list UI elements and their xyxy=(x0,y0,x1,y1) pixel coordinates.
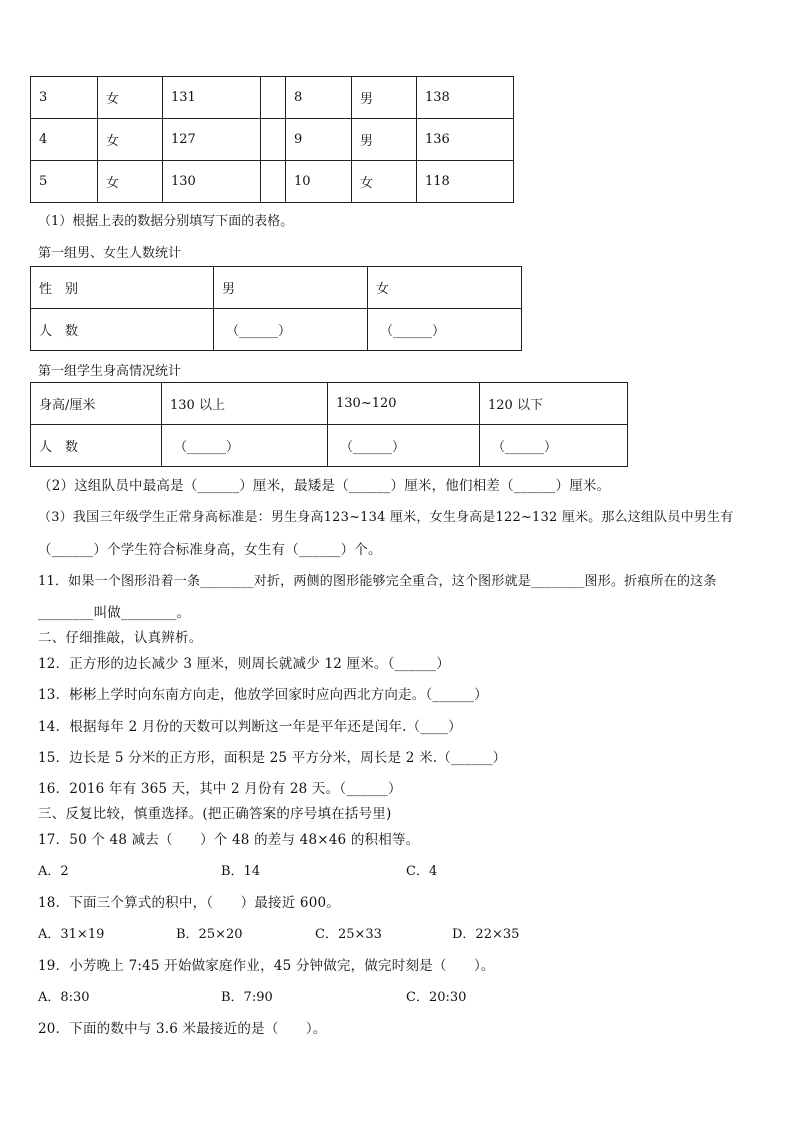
table-cell: 人 数 xyxy=(31,309,214,351)
table-cell: 10 xyxy=(286,161,352,203)
question-14: 14．根据每年 2 月份的天数可以判断这一年是平年还是闰年.（____） xyxy=(38,719,462,735)
table-cell: 女 xyxy=(98,161,163,203)
option-a[interactable]: A．31×19 xyxy=(38,927,105,942)
question-11-line2: ________叫做________。 xyxy=(38,605,191,621)
question-15: 15．边长是 5 分米的正方形，面积是 25 平方分米，周长是 2 米.（______） xyxy=(38,750,507,766)
table-cell: 4 xyxy=(31,119,98,161)
question-13: 13．彬彬上学时向东南方向走，他放学回家时应向西北方向走。（______） xyxy=(38,687,488,703)
question-12: 12．正方形的边长减少 3 厘米，则周长就减少 12 厘米。（______） xyxy=(38,656,450,672)
question-3-line2: （______）个学生符合标准身高，女生有（______）个。 xyxy=(38,542,382,558)
student-data-table xyxy=(30,76,514,203)
table-cell: 女 xyxy=(98,77,163,119)
answer-blank[interactable]: （______） xyxy=(368,309,522,351)
section-3-heading: 三、反复比较，慎重选择。(把正确答案的序号填在括号里) xyxy=(38,806,392,822)
answer-blank[interactable]: （______） xyxy=(214,309,368,351)
table-cell: 身高/厘米 xyxy=(31,383,162,425)
table-cell: 131 xyxy=(163,77,261,119)
table-gap xyxy=(261,77,286,119)
height-table-title: 第一组学生身高情况统计 xyxy=(38,364,182,379)
answer-blank[interactable]: （______） xyxy=(480,425,628,467)
table-cell: 136 xyxy=(417,119,514,161)
table-cell: 138 xyxy=(417,77,514,119)
table-cell: 130 xyxy=(163,161,261,203)
table-cell: 5 xyxy=(31,161,98,203)
table-gap xyxy=(261,119,286,161)
table-cell: 女 xyxy=(352,161,417,203)
section-2-heading: 二、仔细推敲，认真辨析。 xyxy=(38,630,203,646)
question-16: 16．2016 年有 365 天，其中 2 月份有 28 天。（______） xyxy=(38,781,402,797)
answer-blank[interactable]: （______） xyxy=(328,425,480,467)
table-cell: 8 xyxy=(286,77,352,119)
table-cell: 男 xyxy=(214,267,368,309)
table-cell: 130 以上 xyxy=(162,383,328,425)
option-b[interactable]: B．25×20 xyxy=(176,927,243,942)
table-cell: 127 xyxy=(163,119,261,161)
table-cell: 男 xyxy=(352,119,417,161)
table-cell: 118 xyxy=(417,161,514,203)
height-stats-table xyxy=(30,382,628,467)
table-cell: 9 xyxy=(286,119,352,161)
q1-instruction: （1）根据上表的数据分别填写下面的表格。 xyxy=(38,214,294,229)
table-cell: 3 xyxy=(31,77,98,119)
option-a[interactable]: A．2 xyxy=(38,864,69,879)
table-cell: 130~120 xyxy=(328,383,480,425)
option-a[interactable]: A．8:30 xyxy=(38,990,90,1005)
question-11-line1: 11．如果一个图形沿着一条________对折，两侧的图形能够完全重合，这个图形就是________图形。折痕所在的这条 xyxy=(38,574,717,589)
gender-table-title: 第一组男、女生人数统计 xyxy=(38,246,182,261)
question-19: 19．小芳晚上 7:45 开始做家庭作业，45 分钟做完，做完时刻是（ ）。 xyxy=(38,958,495,974)
option-c[interactable]: C．25×33 xyxy=(315,927,382,942)
table-cell: 性 别 xyxy=(31,267,214,309)
option-d[interactable]: D．22×35 xyxy=(452,927,520,942)
question-17: 17．50 个 48 减去（ ）个 48 的差与 48×46 的积相等。 xyxy=(38,832,420,848)
option-c[interactable]: C．20:30 xyxy=(406,990,467,1005)
table-cell: 人 数 xyxy=(31,425,162,467)
option-b[interactable]: B．7:90 xyxy=(221,990,273,1005)
gender-count-table xyxy=(30,266,522,351)
question-18: 18．下面三个算式的积中，（ ）最接近 600。 xyxy=(38,895,340,911)
table-gap xyxy=(261,161,286,203)
table-cell: 120 以下 xyxy=(480,383,628,425)
question-2: （2）这组队员中最高是（______）厘米，最矮是（______）厘米，他们相差（______）厘米。 xyxy=(38,478,611,494)
option-b[interactable]: B．14 xyxy=(221,864,261,879)
table-cell: 女 xyxy=(368,267,522,309)
table-cell: 女 xyxy=(98,119,163,161)
table-cell: 男 xyxy=(352,77,417,119)
answer-blank[interactable]: （______） xyxy=(162,425,328,467)
option-c[interactable]: C．4 xyxy=(406,864,438,879)
question-3-line1: （3）我国三年级学生正常身高标准是：男生身高123~134 厘米，女生身高是122~132 厘米。那么这组队员中男生有 xyxy=(38,510,734,525)
question-20: 20．下面的数中与 3.6 米最接近的是（ ）。 xyxy=(38,1021,327,1037)
